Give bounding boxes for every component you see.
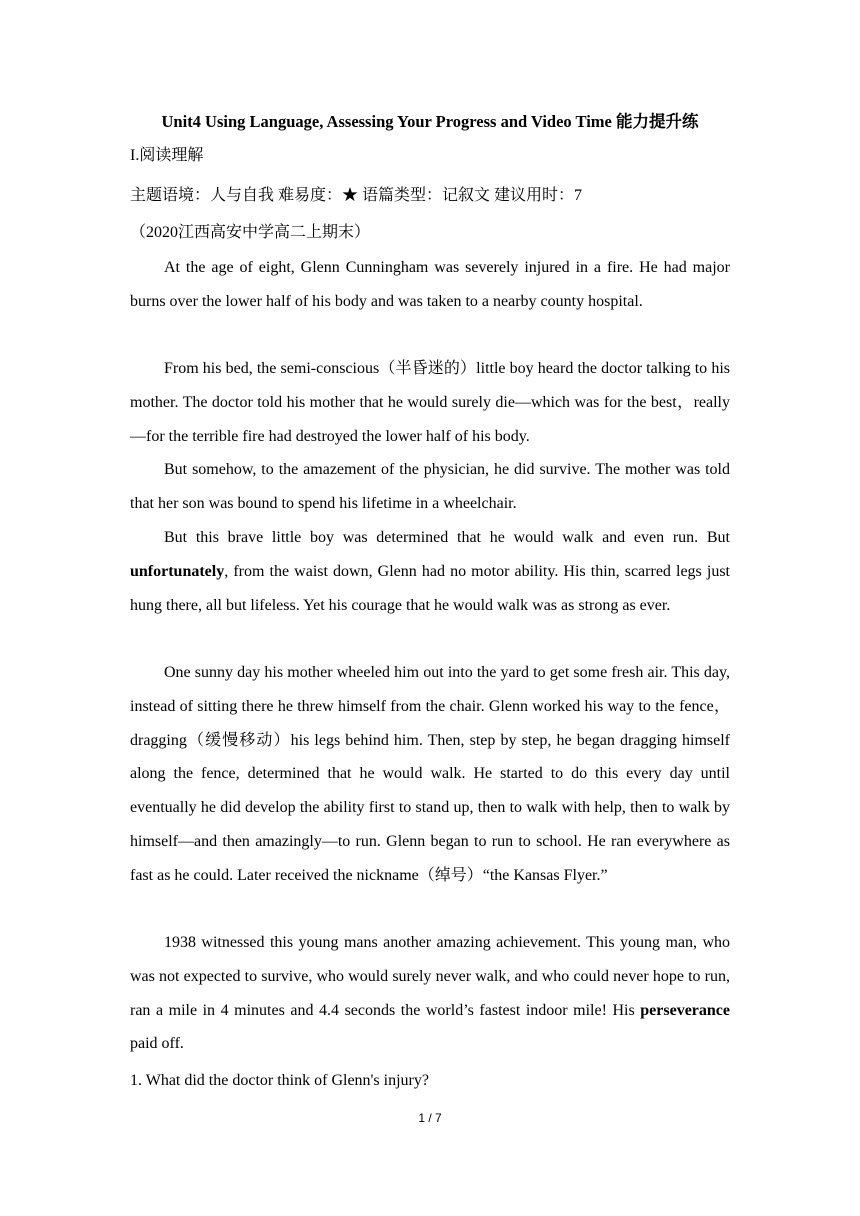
source-line: （2020江西高安中学高二上期末） [130,224,371,241]
paragraph-6 [130,926,730,1061]
question-1: 1. What did the doctor think of Glenn's injury? [130,1072,429,1089]
paragraph-5: One sunny day his mother wheeled him out into the yard to get some fresh air. This day, instead of sitting there he threw himself from the chair. Glenn worked his way to the fence，dragging（缓慢移动）his legs behind him. Then, step by step, he began dragging himself along the fence, determined that he would walk. He started to do this every day until eventually he did develop the ability first to stand up, then to walk with help, then to walk by himself—and then amazingly—to run. Glenn began to run to school. He ran everywhere as fast as he could. Later received the nickname（绰号）“the Kansas Flyer.” [130,664,730,884]
paragraph-4 [130,521,730,622]
paragraph-3-text: But somehow, to the amazement of the physician, he did survive. The mother was told that her son was bound to spend his lifetime in a wheelchair. [130,461,730,512]
document-title: Unit4 Using Language, Assessing Your Progress and Video Time 能力提升练 [161,112,699,131]
bold-word-unfortunately: unfortunately [130,562,225,580]
paragraph-1: At the age of eight, Glenn Cunningham was severely injured in a fire. He had major burns over the lower half of his body and was taken to a nearby county hospital. [130,259,730,310]
paragraph-4-text-b: , from the waist down, Glenn had no motor ability. His thin, scarred legs just hung there, all but lifeless. Yet his courage that he would walk was as strong as ever. [130,562,730,614]
paragraph-4-text-a: But this brave little boy was determined that he would walk and even run. But [164,529,730,546]
paragraph-2: From his bed, the semi-conscious（半昏迷的）little boy heard the doctor talking to his mother. The doctor told his mother that he would surely die—which was for the best，really—for the terrible fire had destroyed the lower half of his body. [130,360,730,445]
section-heading: I.阅读理解 [130,147,204,164]
bold-word-perseverance: perseverance [640,1001,730,1019]
paragraph-3 [130,453,730,521]
page-number: 1 / 7 [418,1111,442,1125]
paragraph-6-text-b: paid off. [130,1035,184,1053]
paragraph-6-text-a: 1938 witnessed this young mans another amazing achievement. This young man, who was not expected to survive, who would surely never walk, and who could never hope to run, ran a mile in 4 minutes and 4.4 seconds the world’s fastest indoor mile! His [130,934,730,1019]
meta-line: 主题语境：人与自我 难易度：★ 语篇类型：记叙文 建议用时：7 [130,187,583,204]
